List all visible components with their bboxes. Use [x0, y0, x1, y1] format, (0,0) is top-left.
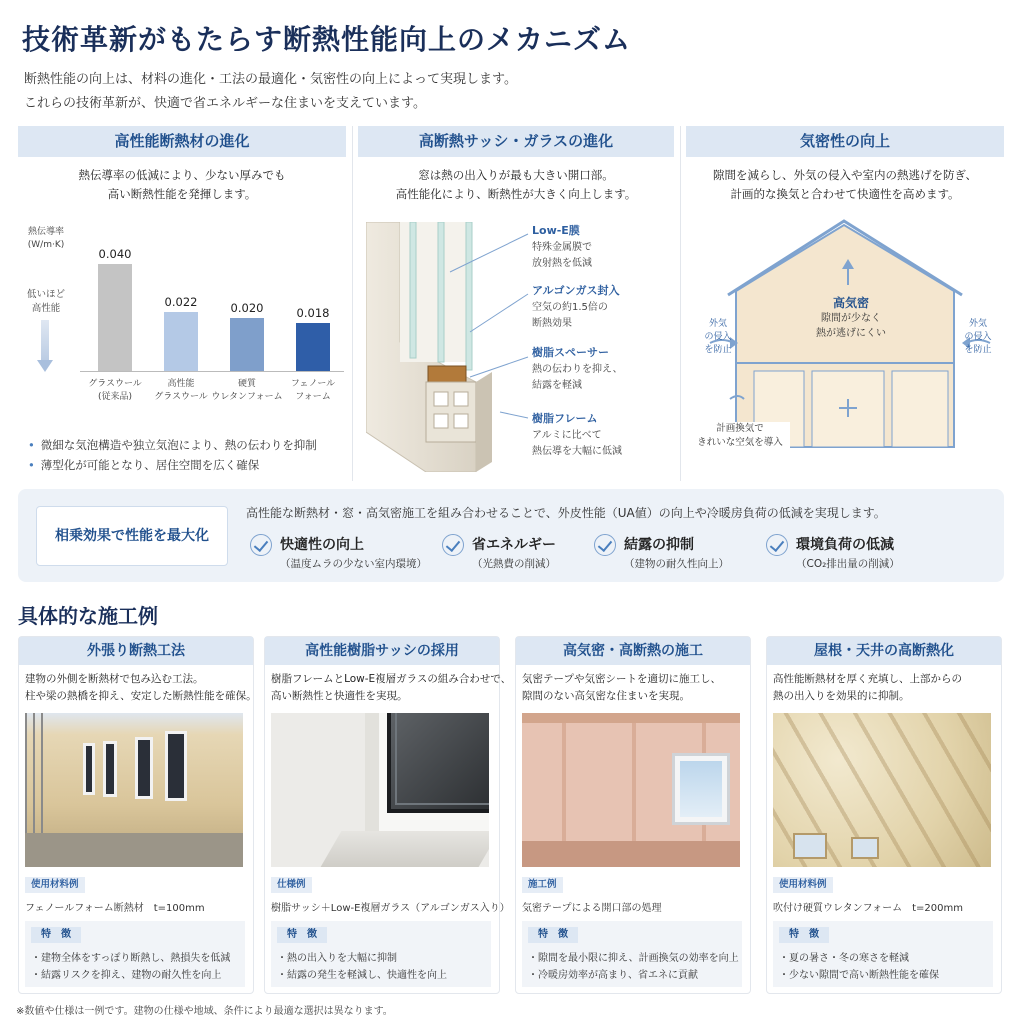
exterior-insulation-photo	[25, 713, 243, 867]
check-circle-icon	[442, 534, 464, 556]
chart-arrow-note: 低いほど 高性能	[26, 289, 65, 314]
card-features	[773, 921, 993, 987]
benefit-title: 快適性の向上	[280, 537, 364, 553]
page-title: 技術革新がもたらす断熱性能向上のメカニズム	[22, 23, 632, 56]
desc-line: 窓は熱の出入りが最も大きい開口部。	[418, 168, 614, 182]
intro-line-2: これらの技術革新が、快適で省エネルギーな住まいを支えています。	[24, 96, 426, 111]
card-material: 樹脂サッシ＋Low-E複層ガラス（アルゴンガス入り）	[271, 903, 510, 914]
window-label-desc: 結露を軽減	[532, 380, 582, 391]
benefit-sub: （光熱費の削減）	[472, 558, 556, 570]
chart-category-label: グラスウール (従来品)	[88, 379, 142, 402]
window-label-title: 樹脂フレーム	[532, 412, 598, 425]
card-desc: 樹脂フレームとLow-E複層ガラスの組み合わせで、 高い断熱性と快適性を実現。	[271, 673, 512, 702]
card-material: 気密テープによる開口部の処理	[522, 903, 662, 914]
house-vent-note: 計画換気で きれいな空気を導入	[690, 422, 790, 450]
check-circle-icon	[250, 534, 272, 556]
example-card-sash	[264, 636, 512, 994]
card-tag: 仕様例	[271, 877, 312, 893]
house-center-label	[806, 294, 896, 341]
thermal-conductivity-chart	[22, 222, 342, 412]
column-divider	[680, 126, 681, 481]
chart-bullet: • 薄型化が可能となり、居住空間を広く確保	[28, 458, 260, 472]
chart-value-label: 0.018	[296, 306, 330, 320]
benefit-title: 環境負荷の低減	[796, 537, 894, 553]
card-tag: 使用材料例	[773, 877, 833, 893]
synergy-text: 高性能な断熱材・窓・高気密施工を組み合わせることで、外皮性能（UA値）の向上や冷暖房負荷の低減を実現します。	[246, 506, 886, 520]
intro-line-1: 断熱性能の向上は、材料の進化・工法の最適化・気密性の向上によって実現します。	[24, 72, 517, 87]
desc-line: 熱伝導率の低減により、少ない厚みでも	[78, 168, 286, 182]
synergy-label: 相乗効果で性能を最大化	[36, 506, 228, 566]
window-label-spacer	[532, 344, 623, 394]
card-features	[522, 921, 742, 987]
feature-line: ・熱の出入りを大幅に抑制	[277, 953, 397, 964]
down-arrow-icon	[37, 360, 53, 372]
card-title: 外張り断熱工法	[19, 637, 253, 665]
feature-tag: 特 徴	[31, 927, 81, 943]
column-desc-window	[358, 166, 674, 204]
benefit-sub: （建物の耐久性向上）	[624, 558, 729, 570]
feature-line: ・少ない隙間で高い断熱性能を確保	[779, 970, 939, 981]
footnote: ※数値や仕様は一例です。建物の仕様や地域、条件により最適な選択は異なります。	[16, 1006, 393, 1017]
feature-line: ・冷暖房効率が高まり、省エネに貢献	[528, 970, 698, 981]
house-center-desc: 隙間が少なく	[821, 313, 881, 324]
chart-value-label: 0.022	[164, 295, 198, 310]
feature-tag: 特 徴	[277, 927, 327, 943]
feature-line: ・夏の暑さ・冬の寒さを軽減	[779, 953, 909, 964]
card-features	[271, 921, 491, 987]
card-title: 屋根・天井の高断熱化	[767, 637, 1001, 665]
benefit-sub: （温度ムラの少ない室内環境）	[280, 558, 427, 570]
chart-bar	[230, 318, 264, 371]
benefit-title: 結露の抑制	[624, 537, 694, 553]
window-label-desc: 特殊金属膜で	[532, 242, 592, 253]
column-heading-window: 高断熱サッシ・ガラスの進化	[358, 126, 674, 157]
window-label-lowe	[532, 222, 592, 272]
check-circle-icon	[766, 534, 788, 556]
chart-value-label: 0.020	[230, 300, 264, 315]
chart-category-label: 硬質 ウレタンフォーム	[211, 379, 283, 402]
down-arrow-shaft	[41, 320, 49, 362]
window-label-frame	[532, 410, 622, 460]
card-tag: 施工例	[522, 877, 563, 893]
column-desc-insulation	[18, 166, 346, 204]
chart-category-label: フェノール フォーム	[290, 379, 336, 402]
feature-line: ・隙間を最小限に抑え、計画換気の効率を向上	[528, 953, 739, 964]
feature-line: ・建物全体をすっぽり断熱し、熱損失を低減	[31, 953, 231, 964]
card-title: 高性能樹脂サッシの採用	[265, 637, 499, 665]
chart-plot-area	[80, 247, 344, 402]
card-desc: 気密テープや気密シートを適切に施工し、 隙間のない高気密な住まいを実現。	[522, 673, 721, 702]
feature-tag: 特 徴	[779, 927, 829, 943]
column-heading-airtight: 気密性の向上	[686, 126, 1004, 157]
house-left-note: 外気 の侵入 を防止	[704, 319, 732, 355]
chart-bar	[164, 312, 198, 371]
chart-bar	[296, 323, 330, 371]
column-divider	[352, 126, 353, 481]
window-label-argon	[532, 282, 620, 332]
resin-sash-photo	[271, 713, 489, 867]
card-features	[25, 921, 245, 987]
card-tag: 使用材料例	[25, 877, 85, 893]
house-center-title: 高気密	[832, 296, 869, 310]
chart-value-label: 0.040	[98, 247, 132, 262]
card-desc: 建物の外側を断熱材で包み込む工法。 柱や梁の熱橋を抑え、安定した断熱性能を確保。	[25, 673, 257, 702]
window-label-title: 樹脂スペーサー	[532, 346, 609, 359]
desc-line: 高い断熱性能を発揮します。	[107, 187, 257, 201]
chart-bullet: • 微細な気泡構造や独立気泡により、熱の伝わりを抑制	[28, 438, 317, 452]
roof-insulation-photo	[773, 713, 991, 867]
window-label-desc: 空気の約1.5倍の	[532, 302, 608, 313]
house-center-desc: 熱が逃げにくい	[816, 328, 886, 339]
benefit-title: 省エネルギー	[472, 537, 556, 553]
card-material: フェノールフォーム断熱材 t=100mm	[25, 903, 205, 914]
feature-tag: 特 徴	[528, 927, 578, 943]
card-desc: 高性能断熱材を厚く充填し、上部からの 熱の出入りを効果的に抑制。	[773, 673, 962, 702]
check-circle-icon	[594, 534, 616, 556]
window-label-title: アルゴンガス封入	[532, 284, 620, 297]
feature-line: ・結露の発生を軽減し、快適性を向上	[277, 970, 447, 981]
window-label-desc: 熱の伝わりを抑え、	[532, 364, 623, 375]
benefit-sub: （CO₂排出量の削減）	[796, 558, 900, 570]
house-right-note: 外気 の侵入 を防止	[964, 319, 992, 355]
example-card-roof	[766, 636, 1002, 994]
window-label-title: Low-E膜	[532, 224, 580, 237]
examples-heading: 具体的な施工例	[18, 604, 158, 628]
airtight-construction-photo	[522, 713, 740, 867]
feature-line: ・結露リスクを抑え、建物の耐久性を向上	[31, 970, 222, 981]
chart-category-label: 高性能 グラスウール	[154, 379, 208, 402]
example-card-exterior	[18, 636, 257, 994]
desc-line: 計画的な換気と合わせて快適性を高めます。	[730, 187, 960, 201]
column-desc-airtight	[686, 166, 1004, 204]
card-material: 吹付け硬質ウレタンフォーム t=200mm	[773, 903, 963, 914]
window-label-desc: 断熱効果	[532, 318, 572, 329]
window-label-desc: 熱伝導を大幅に低減	[532, 446, 622, 457]
chart-y-label: 熱伝導率 (W/m·K)	[27, 227, 65, 250]
column-heading-insulation: 高性能断熱材の進化	[18, 126, 346, 157]
desc-line: 隙間を減らし、外気の侵入や室内の熱逃げを防ぎ、	[712, 168, 978, 182]
chart-bar	[98, 264, 132, 371]
desc-line: 高性能化により、断熱性が大きく向上します。	[395, 187, 637, 201]
example-card-airtight	[515, 636, 751, 994]
window-callout-lines	[440, 222, 540, 452]
card-title: 高気密・高断熱の施工	[516, 637, 750, 665]
window-label-desc: アルミに比べて	[532, 430, 602, 441]
window-label-desc: 放射熱を低減	[532, 258, 592, 269]
